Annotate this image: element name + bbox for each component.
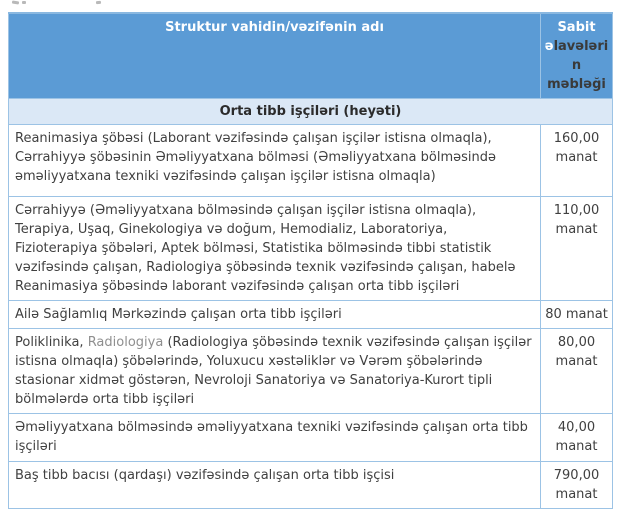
structure-name-normal-part: Cərrahiyyə (Əməliyyatxana bölməsində çalışan işçilər istisna olmaqla), Terapiya, Uşaq, Ginekologiya və doğum, Hemodializ, Laboratoriya, Fizioterapiya şöbələri, Aptek bölməsi, Statistika bölməsində tibbi statistik vəzifəsində çalışan, Radiologiya şöbəsində texnik vəzifəsində çalışan, habelə Reanimasiya şöbəsində laborant vəzifəsində çalışan orta tibb işçiləri bbox=[15, 203, 516, 294]
structure-name-cell bbox=[9, 197, 541, 301]
table-row bbox=[9, 197, 613, 301]
structure-name-cell bbox=[9, 329, 541, 414]
structure-name-normal-part: Reanimasiya şöbəsi (Laborant vəzifəsində çalışan işçilər istisna olmaqla), Cərrahiyyə şöbəsinin Əməliyyatxana bölməsi (Əməliyyatxana bölməsində əməliyyatxana texniki vəzifəsində çalışan işçilər istisna olmaqla) bbox=[15, 131, 497, 184]
table-row bbox=[9, 125, 613, 197]
table-header-row bbox=[9, 13, 613, 99]
table-row bbox=[9, 329, 613, 414]
amount-cell: 40,00 manat bbox=[541, 414, 613, 462]
structure-name-muted-part: Radiologiya bbox=[87, 335, 164, 350]
section-header-row bbox=[9, 99, 613, 125]
column-header-structure-name: Struktur vahidin/vəzifənin adı bbox=[9, 13, 541, 99]
amount-cell: 80,00 manat bbox=[541, 329, 613, 414]
amount-header-light-part: Sabit ə bbox=[544, 20, 596, 54]
amount-cell: 790,00 manat bbox=[541, 462, 613, 509]
structure-name-cell bbox=[9, 414, 541, 462]
amount-cell: 160,00 manat bbox=[541, 125, 613, 197]
structure-name-cell bbox=[9, 462, 541, 509]
cropped-text-mark bbox=[96, 1, 101, 5]
salary-supplements-table bbox=[8, 12, 613, 509]
amount-cell: 80 manat bbox=[541, 301, 613, 329]
structure-name-normal-part: Ailə Sağlamlıq Mərkəzində çalışan orta tibb işçiləri bbox=[15, 307, 342, 322]
structure-name-normal-part: Əməliyyatxana bölməsində əməliyyatxana texniki vəzifəsində çalışan orta tibb işçiləri bbox=[15, 420, 528, 454]
table-body bbox=[9, 99, 613, 509]
table-row bbox=[9, 462, 613, 509]
structure-name-cell bbox=[9, 301, 541, 329]
amount-header-dark-part: lavələrin məbləği bbox=[547, 39, 609, 92]
structure-name-normal-part: (Radiologiya şöbəsində texnik vəzifəsində çalışan işçilər istisna olmaqla) şöbələrində, Yoluxucu xəstəliklər və Vərəm şöbələrində stasionar xidmət göstərən, Nevroloji Sanatoriya və Sanatoriya-Kurort tipli bölmələrdə orta tibb işçiləri bbox=[15, 335, 532, 407]
cropped-text-mark bbox=[22, 1, 26, 4]
table-row bbox=[9, 301, 613, 329]
cropped-text-fragment bbox=[8, 0, 208, 5]
section-title: Orta tibb işçiləri (heyəti) bbox=[9, 99, 613, 125]
column-header-amount bbox=[541, 13, 613, 99]
structure-name-normal-part: Poliklinika, bbox=[15, 335, 88, 350]
amount-cell: 110,00 manat bbox=[541, 197, 613, 301]
cropped-text-mark bbox=[12, 1, 19, 5]
structure-name-cell bbox=[9, 125, 541, 197]
structure-name-normal-part: Baş tibb bacısı (qardaşı) vəzifəsində çalışan orta tibb işçisi bbox=[15, 468, 395, 483]
table-row bbox=[9, 414, 613, 462]
